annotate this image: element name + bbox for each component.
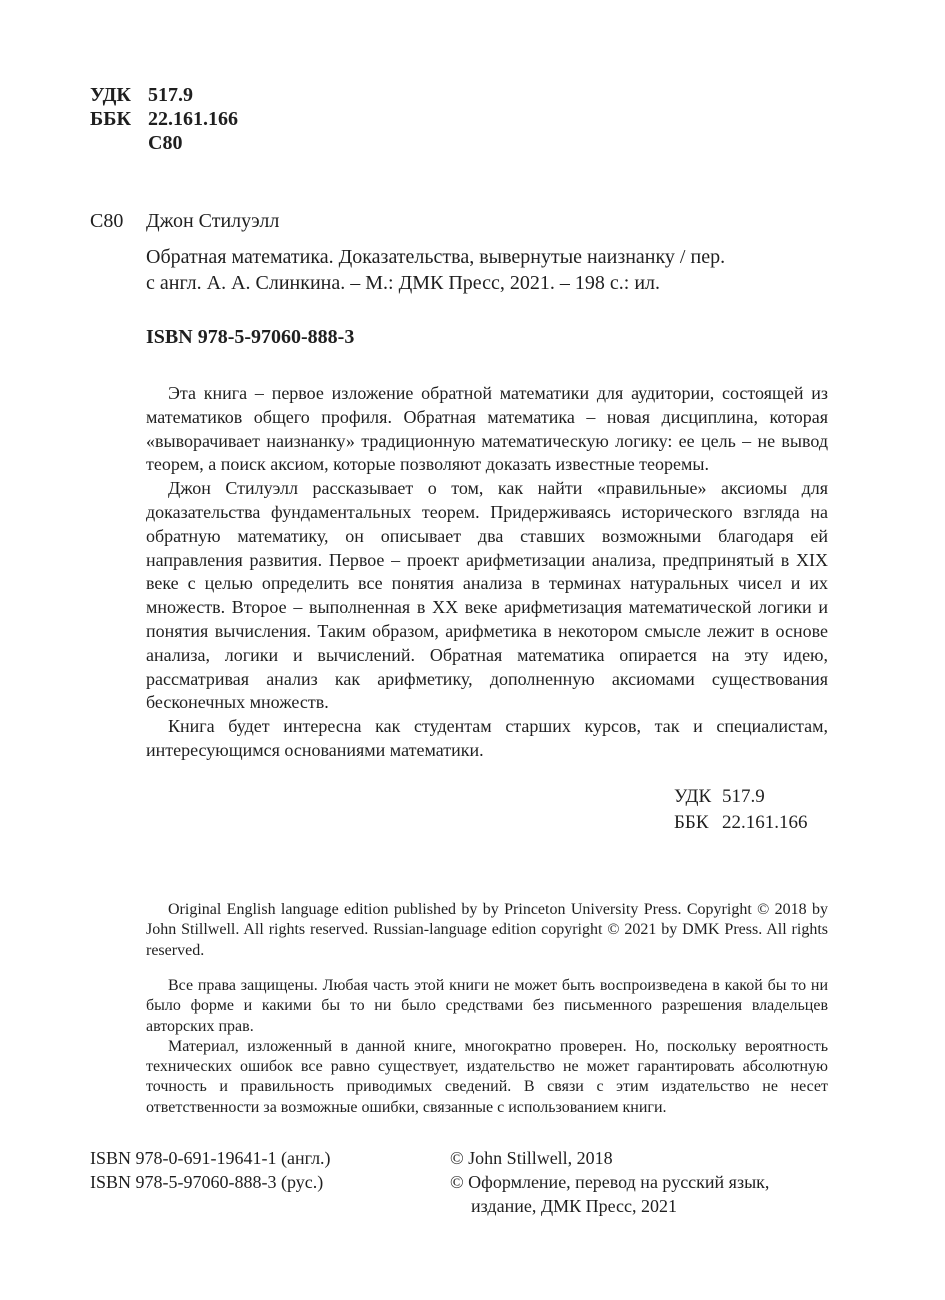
footer-isbns <box>90 1146 331 1194</box>
right-classification <box>674 784 808 836</box>
annotation-paragraph-3: Книга будет интересна как студентам старших курсов, так и специалистам, интересующимся основаниями математики. <box>146 716 828 760</box>
rights-notice <box>146 976 828 1118</box>
entry-title-line-1: Обратная математика. Доказательства, вывернутые наизнанку / пер. <box>146 246 726 268</box>
isbn-english: ISBN 978-0-691-19641-1 (англ.) <box>90 1148 331 1168</box>
right-bbk-line <box>674 810 808 836</box>
rights-paragraph-1: Все права защищены. Любая часть этой книги не может быть воспроизведена в какой бы то ни было форме и какими бы то ни было средствами без письменного разрешения владельцев авторских прав. <box>146 977 828 1035</box>
entry-title-line-2: с англ. А. А. Слинкина. – М.: ДМК Пресс, 2021. – 198 с.: ил. <box>146 272 661 294</box>
entry-isbn: ISBN 978-5-97060-888-3 <box>146 326 355 348</box>
classification-block <box>90 84 238 156</box>
entry-sign: С80 <box>90 210 124 232</box>
right-udk-value: 517.9 <box>722 786 765 807</box>
right-udk-line <box>674 784 808 810</box>
bbk-value: 22.161.166 <box>148 108 238 130</box>
entry-title <box>146 244 836 296</box>
copyright-author: © John Stillwell, 2018 <box>450 1148 613 1168</box>
right-udk-label: УДК <box>674 786 712 807</box>
isbn-russian: ISBN 978-5-97060-888-3 (рус.) <box>90 1172 324 1192</box>
bbk-line <box>90 108 238 132</box>
author-sign: С80 <box>148 132 183 154</box>
bbk-label: ББК <box>90 108 131 130</box>
udk-line <box>90 84 238 108</box>
footer-copyrights <box>450 1146 769 1218</box>
udk-label: УДК <box>90 84 131 106</box>
annotation <box>146 382 828 763</box>
copyright-publisher-line-2: издание, ДМК Пресс, 2021 <box>471 1196 678 1216</box>
copyright-publisher-line-1: © Оформление, перевод на русский язык, <box>450 1172 770 1192</box>
rights-paragraph-2: Материал, изложенный в данной книге, многократно проверен. Но, поскольку вероятность технических ошибок все равно существует, издательство не может гарантировать абсолютную точность и правильность приводимых сведений. В связи с этим издательство не несет ответственности за возможные ошибки, связанные с использованием книги. <box>146 1037 828 1116</box>
copyright-notice <box>146 900 828 961</box>
entry-author: Джон Стилуэлл <box>146 210 280 232</box>
annotation-paragraph-2: Джон Стилуэлл рассказывает о том, как найти «правильные» аксиомы для доказательства фундаментальных теорем. Придерживаясь исторического взгляда на обратную математику, он описывает два ставших возможными благодаря ей направления развития. Первое – проект арифметизации анализа, предпринятый в XIX веке с целью определить все понятия анализа в терминах натуральных чисел и их множеств. Второе – выполненная в XX веке арифметизация математической логики и понятия вычисления. Таким образом, арифметика в некотором смысле лежит в основе анализа, логики и вычислений. Обратная математика опирается на эту идею, рассматривая анализ как арифметику, дополненную аксиомами существования бесконечных множеств. <box>146 478 828 713</box>
copyright-notice-text: Original English language edition published by by Princeton University Press. Copyright © 2018 by John Stillwell. All rights reserved. Russian-language edition copyright © 2021 by DMK Press. All rights reserved. <box>146 901 828 959</box>
right-bbk-value: 22.161.166 <box>722 812 808 833</box>
udk-value: 517.9 <box>148 84 193 106</box>
right-bbk-label: ББК <box>674 812 709 833</box>
annotation-paragraph-1: Эта книга – первое изложение обратной математики для аудитории, состоящей из математиков общего профиля. Обратная математика – новая дисциплина, которая «выворачивает наизнанку» традиционную математическую логику: ее цель – не вывод теорем, а поиск аксиом, которые позволяют доказать известные теоремы. <box>146 383 828 475</box>
